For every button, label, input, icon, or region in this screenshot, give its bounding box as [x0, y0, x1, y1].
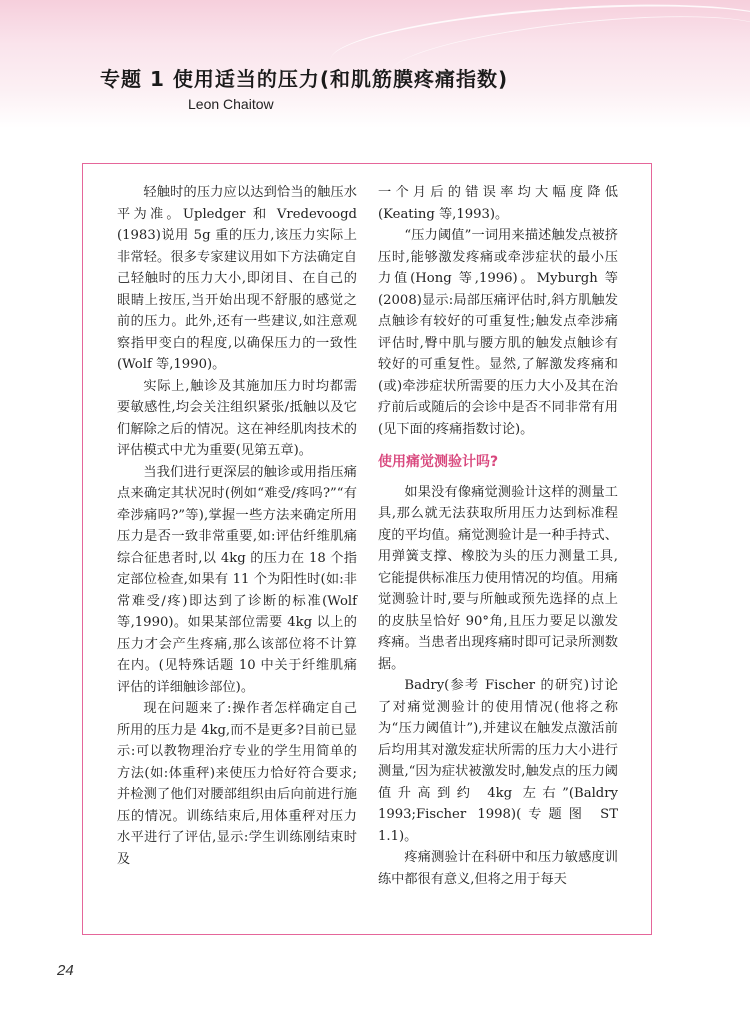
paragraph: 现在问题来了:操作者怎样确定自己所用的压力是 4kg,而不是更多?目前已显示:可以教物理治疗专业的学生用简单的方法(如:体重秤)来使压力恰好符合要求;并检测了他们对腰部组织由后向前进行施压的情况。训练结束后,用体重秤对压力水平进行了评估,显示:学生训练刚结束时及 [117, 701, 357, 867]
paragraph: “压力阈值”一词用来描述触发点被挤压时,能够激发疼痛或牵涉症状的最小压力值(Hong 等,1996)。Myburgh 等(2008)显示:局部压痛评估时,斜方肌触发点触诊有较好的可重复性;触发点牵涉痛评估时,臀中肌与腰方肌的触发点触诊有较好的可重复性。显然,了解激发疼痛和(或)牵涉症状所需要的压力大小及其在治疗前后或随后的会诊中是否不同非常有用(见下面的疼痛指数讨论)。 [378, 228, 618, 437]
right-column [378, 182, 618, 890]
author-name: Leon Chaitow [188, 96, 274, 112]
paragraph: 当我们进行更深层的触诊或用指压痛点来确定其状况时(例如“难受/疼吗?”“有牵涉痛吗?”等),掌握一些方法来确定所用压力是否一致非常重要,如:评估纤维肌痛综合征患者时,以 4kg 的压力在 18 个指定部位检查,如果有 11 个为阳性时(如:非常难受/疼)即达到了诊断的标准(Wolf 等,1990)。如果某部位需要 4kg 以上的压力才会产生疼痛,那么该部位将不计算在内。(见特殊话题 10 中关于纤维肌痛评估的详细触诊部位)。 [117, 464, 357, 695]
paragraph-continuation: 一个月后的错误率均大幅度降低(Keating 等,1993)。 [378, 185, 618, 222]
paragraph: 轻触时的压力应以达到恰当的触压水平为准。Upledger 和 Vredevoogd (1983)说用 5g 重的压力,该压力实际上非常轻。很多专家建议用如下方法确定自己轻触时的压力大小,即闭目、在自己的眼睛上按压,当开始出现不舒服的感觉之前的压力。此外,还有一些建议,如注意观察指甲变白的程度,以确保压力的一致性(Wolf 等,1990)。 [117, 185, 357, 372]
page-number: 24 [57, 962, 74, 979]
paragraph: 实际上,触诊及其施加压力时均都需要敏感性,均会关注组织紧张/抵触以及它们解除之后的情况。这在神经肌肉技术的评估模式中尤为重要(见第五章)。 [117, 378, 357, 458]
paragraph: Badry(参考 Fischer 的研究)讨论了对痛觉测验计的使用情况(他将之称为“压力阈值计”),并建议在触发点激活前后均用其对激发症状所需的压力大小进行测量,“因为症状被激发时,触发点的压力阈值升高到约 4kg 左右”(Baldry 1993;Fischer 1998)(专题图 ST 1.1)。 [378, 678, 618, 844]
paragraph: 疼痛测验计在科研中和压力敏感度训练中都很有意义,但将之用于每天 [378, 850, 618, 887]
paragraph: 如果没有像痛觉测验计这样的测量工具,那么就无法获取所用压力达到标准程度的平均值。痛觉测验计是一种手持式、用弹簧支撑、橡胶为头的压力测量工具,它能提供标准压力使用情况的均值。用痛觉测验计时,要与所触或预先选择的点上的皮肤呈恰好 90°角,且压力要足以激发疼痛。当患者出现疼痛时即可记录所测数据。 [378, 484, 618, 672]
topic-title: 专题 1 使用适当的压力(和肌筋膜疼痛指数) [100, 67, 509, 91]
section-heading: 使用痛觉测验计吗? [378, 454, 499, 470]
left-column [117, 182, 357, 870]
